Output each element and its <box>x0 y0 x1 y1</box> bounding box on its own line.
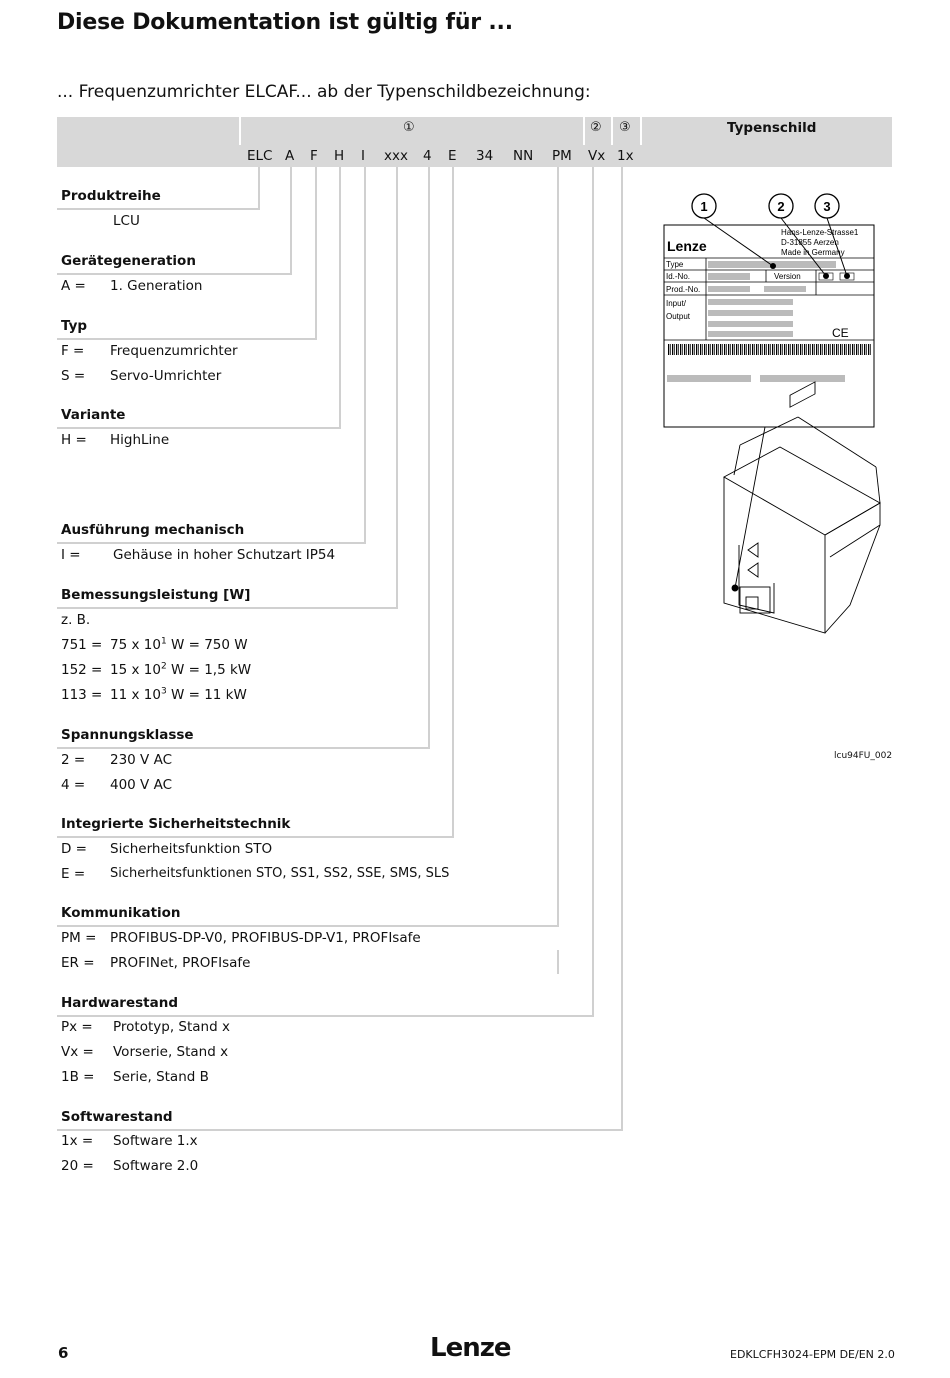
power-formula: 11 x $10^3$ W = 11 kW <box>110 686 247 703</box>
code-desc: Vorserie, Stand x <box>113 1044 229 1060</box>
code-label: 2 = <box>61 752 86 768</box>
power-formula: 75 x $10^1$ W = 750 W <box>110 636 248 653</box>
section-title-produktreihe: Produktreihe <box>61 188 161 204</box>
code-vx: Vx <box>588 148 606 164</box>
field-type-label: Type <box>666 260 684 269</box>
example-note: z. B. <box>61 612 91 628</box>
nameplate-address-2: D-31855 Aerzen <box>781 238 839 247</box>
section-title-kommunikation: Kommunikation <box>61 905 181 921</box>
code-4: 4 <box>423 148 432 164</box>
ce-mark: CE <box>832 326 849 340</box>
code-label: Px = <box>61 1019 93 1035</box>
nameplate-address-3: Made in Germany <box>781 248 845 257</box>
section-title-variante: Variante <box>61 407 126 423</box>
code-label: F = <box>61 343 85 359</box>
page-title: Diese Dokumentation ist gültig für ... <box>57 10 513 35</box>
section-title-bemessungsleistung: Bemessungsleistung [W] <box>61 587 251 603</box>
code-nn: NN <box>513 148 534 164</box>
marker-1: ① <box>403 120 415 135</box>
produktreihe-value: LCU <box>113 213 140 229</box>
code-label: I = <box>61 547 81 563</box>
svg-text:1: 1 <box>700 199 708 214</box>
document-id: EDKLCFH3024-EPM DE/EN 2.0 <box>730 1348 895 1361</box>
callout-3-icon <box>815 194 839 218</box>
section-title-sicherheitstechnik: Integrierte Sicherheitstechnik <box>61 816 291 832</box>
code-label: E = <box>61 866 86 882</box>
svg-text:2: 2 <box>777 199 785 214</box>
code-desc: Software 2.0 <box>113 1158 199 1174</box>
code-label: S = <box>61 368 86 384</box>
code-desc: Prototyp, Stand x <box>113 1019 230 1035</box>
code-elc: ELC <box>247 148 273 164</box>
code-desc: Servo-Umrichter <box>110 368 222 384</box>
code-f: F <box>310 148 318 164</box>
section-title-typ: Typ <box>61 318 88 334</box>
code-desc: Software 1.x <box>113 1133 198 1149</box>
code-label: A = <box>61 278 86 294</box>
code-h: H <box>334 148 345 164</box>
code-label: D = <box>61 841 87 857</box>
code-desc: PROFINet, PROFIsafe <box>110 955 251 971</box>
code-xxx: xxx <box>384 148 408 164</box>
code-label: 113 = <box>61 687 103 703</box>
code-label: 4 = <box>61 777 86 793</box>
code-desc: 400 V AC <box>110 777 173 793</box>
code-label: H = <box>61 432 87 448</box>
code-1x: 1x <box>617 148 634 164</box>
callout-2-icon <box>769 194 793 218</box>
nameplate-address-1: Hans-Lenze-Strasse1 <box>781 228 859 237</box>
power-formula: 15 x $10^2$ W = 1,5 kW <box>110 661 252 678</box>
barcode-icon <box>667 344 872 355</box>
code-desc: Sicherheitsfunktionen STO, SS1, SS2, SSE, SMS, SLS <box>110 866 450 881</box>
code-label: PM = <box>61 930 97 946</box>
code-desc: HighLine <box>110 432 170 448</box>
code-desc: PROFIBUS-DP-V0, PROFIBUS-DP-V1, PROFIsafe <box>110 930 421 946</box>
code-label: 1x = <box>61 1133 94 1149</box>
code-label: 152 = <box>61 662 103 678</box>
code-i: I <box>361 148 365 164</box>
section-title-ausfuehrung: Ausführung mechanisch <box>61 522 245 538</box>
field-version-label: Version <box>774 272 801 281</box>
section-title-hardwarestand: Hardwarestand <box>61 995 178 1011</box>
code-pm: PM <box>552 148 572 164</box>
nameplate-brand: Lenze <box>667 238 707 254</box>
code-a: A <box>285 148 295 164</box>
code-34: 34 <box>476 148 494 164</box>
lenze-logo: Lenze <box>430 1333 511 1363</box>
code-label: Vx = <box>61 1044 94 1060</box>
code-desc: 230 V AC <box>110 752 173 768</box>
code-label: 751 = <box>61 637 103 653</box>
code-label: 1B = <box>61 1069 95 1085</box>
nameplate-illustration <box>640 185 900 655</box>
figure-caption: lcu94FU_002 <box>834 751 893 761</box>
field-output-label: Output <box>666 312 691 321</box>
code-desc: Frequenzumrichter <box>110 343 238 359</box>
callout-1-icon <box>692 194 716 218</box>
section-title-softwarestand: Softwarestand <box>61 1109 173 1125</box>
code-desc: Gehäuse in hoher Schutzart IP54 <box>113 547 336 563</box>
code-desc: 1. Generation <box>110 278 203 294</box>
section-title-geraetegeneration: Gerätegeneration <box>61 253 196 269</box>
typenschild-label: Typenschild <box>727 120 817 136</box>
marker-3: ③ <box>619 120 631 135</box>
code-desc: Sicherheitsfunktion STO <box>110 841 273 857</box>
code-label: ER = <box>61 955 95 971</box>
page-subtitle: ... Frequenzumrichter ELCAF... ab der Typenschildbezeichnung: <box>57 82 591 102</box>
field-prod-label: Prod.-No. <box>666 285 701 294</box>
page-number: 6 <box>58 1344 69 1362</box>
code-e: E <box>448 148 457 164</box>
code-desc: Serie, Stand B <box>113 1069 209 1085</box>
field-input-label: Input/ <box>666 299 687 308</box>
marker-2: ② <box>590 120 602 135</box>
svg-text:3: 3 <box>823 199 831 214</box>
section-title-spannungsklasse: Spannungsklasse <box>61 727 194 743</box>
field-id-label: Id.-No. <box>666 272 691 281</box>
code-label: 20 = <box>61 1158 94 1174</box>
